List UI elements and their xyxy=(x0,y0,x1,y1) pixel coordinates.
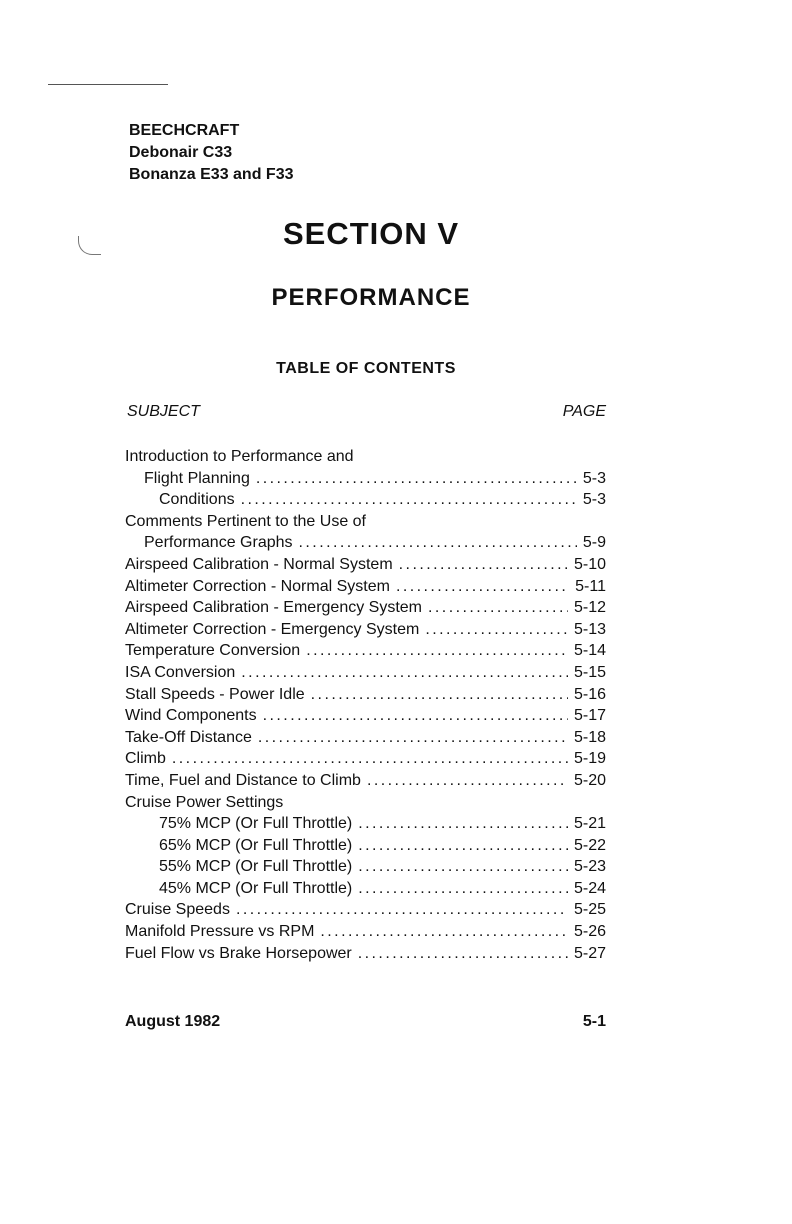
toc-leader-dots xyxy=(399,554,568,576)
toc-leader-dots xyxy=(358,813,568,835)
toc-entry xyxy=(0,554,792,576)
toc-leader-dots xyxy=(172,748,568,770)
page-column-header: PAGE xyxy=(562,403,606,420)
toc-entry-page: 5-16 xyxy=(573,685,606,703)
toc-leader-dots xyxy=(236,899,568,921)
toc-leader-dots xyxy=(358,856,568,878)
toc-leader-dots xyxy=(256,468,577,490)
header-model-1: Debonair C33 xyxy=(129,144,233,161)
toc-entry xyxy=(0,468,792,490)
toc-entry xyxy=(0,748,792,770)
toc-entry xyxy=(0,576,792,598)
toc-entry-label: Airspeed Calibration - Emergency System xyxy=(125,599,423,617)
toc-leader-dots xyxy=(358,943,568,965)
toc-entry xyxy=(0,511,792,533)
toc-title: TABLE OF CONTENTS xyxy=(276,360,456,377)
toc-entry-label: Manifold Pressure vs RPM xyxy=(125,923,315,941)
toc-entry-label: 55% MCP (Or Full Throttle) xyxy=(159,858,353,876)
toc-leader-dots xyxy=(358,835,568,857)
toc-entry-label: Stall Speeds - Power Idle xyxy=(125,685,305,703)
toc-entry-page: 5-27 xyxy=(573,944,606,962)
toc-entry-label: Climb xyxy=(125,750,166,768)
subject-column-header: SUBJECT xyxy=(127,403,200,420)
toc-entry xyxy=(0,532,792,554)
toc-entry-page: 5-14 xyxy=(573,642,606,660)
performance-title: PERFORMANCE xyxy=(271,284,471,311)
toc-leader-dots xyxy=(263,705,568,727)
toc-entry-page: 5-10 xyxy=(573,555,606,573)
toc-entry-label: Cruise Power Settings xyxy=(125,793,284,811)
toc-entry-label: Conditions xyxy=(159,491,235,509)
toc-entry-page: 5-17 xyxy=(573,707,606,725)
toc-entry-label: Fuel Flow vs Brake Horsepower xyxy=(125,944,352,962)
toc-entry-page: 5-24 xyxy=(573,879,606,897)
toc-entry xyxy=(0,727,792,749)
footer-page-number: 5-1 xyxy=(582,1013,606,1030)
toc-entry xyxy=(0,684,792,706)
toc-entry-page: 5-13 xyxy=(573,620,606,638)
toc-entry-label: 75% MCP (Or Full Throttle) xyxy=(159,815,353,833)
toc-entry xyxy=(0,943,792,965)
toc-entry xyxy=(0,446,792,468)
toc-leader-dots xyxy=(306,640,568,662)
toc-entry xyxy=(0,921,792,943)
toc-entry-page: 5-11 xyxy=(575,577,606,595)
document-header xyxy=(129,120,294,186)
toc-entry xyxy=(0,878,792,900)
toc-leader-dots xyxy=(396,576,569,598)
footer-date: August 1982 xyxy=(125,1013,221,1030)
toc-entry-label: Time, Fuel and Distance to Climb xyxy=(125,771,361,789)
toc-entry xyxy=(0,899,792,921)
toc-entry-page: 5-15 xyxy=(573,663,606,681)
toc-leader-dots xyxy=(367,770,568,792)
toc-entry-label: Airspeed Calibration - Normal System xyxy=(125,555,393,573)
toc-entry-label: Temperature Conversion xyxy=(125,642,301,660)
toc-entry-label: Cruise Speeds xyxy=(125,901,230,919)
toc-entry xyxy=(0,792,792,814)
toc-entry-page: 5-22 xyxy=(573,836,606,854)
header-model-2: Bonanza E33 and F33 xyxy=(129,166,294,183)
header-manufacturer: BEECHCRAFT xyxy=(129,122,240,139)
toc-entry-label: Comments Pertinent to the Use of xyxy=(125,512,366,530)
toc-entry xyxy=(0,856,792,878)
toc-entry-page: 5-23 xyxy=(573,858,606,876)
toc-entry-label: 45% MCP (Or Full Throttle) xyxy=(159,879,353,897)
toc-entry xyxy=(0,770,792,792)
scan-artifact-line xyxy=(48,84,168,85)
toc-entry xyxy=(0,597,792,619)
toc-entry xyxy=(0,813,792,835)
toc-leader-dots xyxy=(311,684,568,706)
toc-entry xyxy=(0,640,792,662)
toc-entry-page: 5-18 xyxy=(573,728,606,746)
toc-leader-dots xyxy=(258,727,568,749)
table-of-contents xyxy=(0,446,792,964)
toc-entry-label: Wind Components xyxy=(125,707,257,725)
toc-entry-label: Altimeter Correction - Normal System xyxy=(125,577,390,595)
toc-entry-page: 5-19 xyxy=(573,750,606,768)
section-title: SECTION V xyxy=(282,216,460,251)
toc-entry xyxy=(0,662,792,684)
toc-entry-label: Altimeter Correction - Emergency System xyxy=(125,620,420,638)
toc-leader-dots xyxy=(358,878,568,900)
toc-leader-dots xyxy=(320,921,568,943)
toc-entry-label: Take-Off Distance xyxy=(125,728,252,746)
toc-leader-dots xyxy=(428,597,568,619)
toc-entry-page: 5-25 xyxy=(573,901,606,919)
toc-entry-page: 5-12 xyxy=(573,599,606,617)
toc-entry-page: 5-21 xyxy=(573,815,606,833)
toc-entry-page: 5-26 xyxy=(573,923,606,941)
toc-entry-label: Flight Planning xyxy=(144,469,250,487)
toc-entry-label: Performance Graphs xyxy=(144,534,293,552)
toc-entry xyxy=(0,705,792,727)
toc-entry xyxy=(0,489,792,511)
toc-entry-label: ISA Conversion xyxy=(125,663,236,681)
toc-entry-page: 5-3 xyxy=(582,491,606,509)
toc-leader-dots xyxy=(425,619,568,641)
toc-entry-page: 5-20 xyxy=(573,771,606,789)
toc-entry-label: Introduction to Performance and xyxy=(125,448,354,465)
toc-leader-dots xyxy=(241,662,568,684)
toc-entry xyxy=(0,835,792,857)
toc-entry-page: 5-9 xyxy=(582,534,606,552)
toc-leader-dots xyxy=(241,489,577,511)
toc-entry-label: 65% MCP (Or Full Throttle) xyxy=(159,836,353,854)
toc-leader-dots xyxy=(299,532,577,554)
toc-entry-page: 5-3 xyxy=(582,469,606,487)
toc-entry xyxy=(0,619,792,641)
